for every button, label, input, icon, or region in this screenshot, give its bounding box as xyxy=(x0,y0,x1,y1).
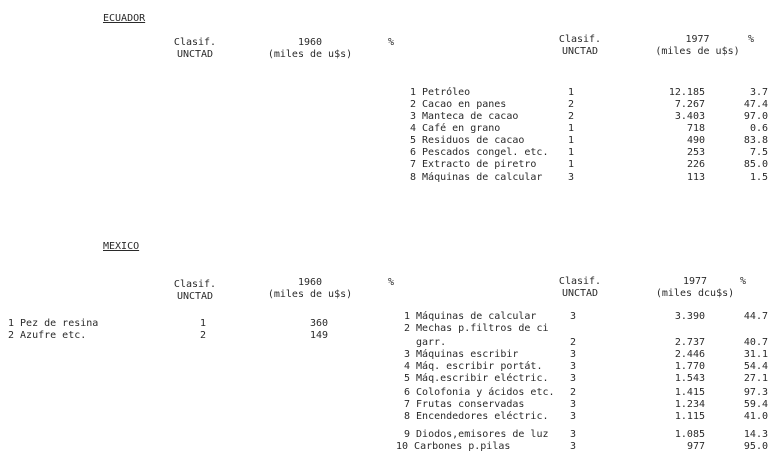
clasif-value: 2 xyxy=(570,337,577,348)
table-row xyxy=(410,99,770,111)
export-value: 149 xyxy=(309,330,328,341)
table-row xyxy=(410,172,770,184)
table-row xyxy=(404,349,770,361)
table-row xyxy=(404,411,770,423)
clasif-line1: Clasif. xyxy=(173,37,217,48)
ecuador-1960-value-header xyxy=(255,37,365,61)
ecuador-1977-value-header xyxy=(645,34,750,58)
ecuador-1977-clasif-header xyxy=(540,34,620,58)
table-row xyxy=(404,337,770,349)
table-row xyxy=(404,311,770,323)
product-name: 6 Colofonia y ácidos etc. xyxy=(404,387,555,398)
mexico-1960-pct-header: % xyxy=(388,277,395,288)
product-name: 2 Azufre etc. xyxy=(8,330,87,341)
export-value: 1.115 xyxy=(674,411,705,422)
product-name: 4 Café en grano xyxy=(410,123,501,134)
table-row xyxy=(404,361,770,373)
clasif-line2: UNCTAD xyxy=(176,291,214,302)
year-label: 1960 xyxy=(297,277,323,288)
clasif-value: 3 xyxy=(570,361,577,372)
percent-value: 3.7 xyxy=(749,87,768,98)
export-value: 226 xyxy=(686,159,705,170)
export-value: 2.737 xyxy=(674,337,705,348)
product-name: 7 Frutas conservadas xyxy=(404,399,525,410)
clasif-value: 3 xyxy=(570,441,577,452)
product-name: 2 Cacao en panes xyxy=(410,99,507,110)
percent-value: 83.8 xyxy=(743,135,768,146)
product-name: 8 Encendedores eléctric. xyxy=(404,411,549,422)
unit-label: (miles de u$s) xyxy=(267,289,353,300)
clasif-line2: UNCTAD xyxy=(561,46,599,57)
product-name: 8 Máquinas de calcular xyxy=(410,172,543,183)
clasif-value: 2 xyxy=(568,99,575,110)
percent-value: 85.0 xyxy=(743,159,768,170)
export-value: 1.085 xyxy=(674,429,705,440)
clasif-value: 3 xyxy=(570,429,577,440)
product-name: 4 Máq. escribir portát. xyxy=(404,361,543,372)
clasif-value: 1 xyxy=(568,87,575,98)
mexico-title: MEXICO xyxy=(103,241,140,252)
clasif-value: 1 xyxy=(568,159,575,170)
unit-label: (miles de u$s) xyxy=(655,46,740,57)
table-row xyxy=(410,123,770,135)
table-row xyxy=(410,87,770,99)
table-row xyxy=(410,111,770,123)
ecuador-1977-pct-header: % xyxy=(748,34,755,45)
product-name: 5 Máq.escribir eléctric. xyxy=(404,373,549,384)
export-value: 12.185 xyxy=(668,87,705,98)
export-value: 3.403 xyxy=(674,111,705,122)
clasif-value: 3 xyxy=(570,373,577,384)
percent-value: 40.7 xyxy=(743,337,768,348)
clasif-line1: Clasif. xyxy=(558,276,602,287)
export-value: 490 xyxy=(686,135,705,146)
table-row xyxy=(410,135,770,147)
percent-value: 41.0 xyxy=(743,411,768,422)
clasif-value: 1 xyxy=(200,318,207,329)
product-name: 2 Mechas p.filtros de ci xyxy=(404,323,549,334)
product-name: 10 Carbones p.pilas xyxy=(396,441,511,452)
clasif-value: 2 xyxy=(568,111,575,122)
mexico-1960-value-header xyxy=(255,277,365,301)
product-name: 7 Extracto de piretro xyxy=(410,159,537,170)
ecuador-1960-clasif-header xyxy=(150,37,240,61)
clasif-value: 2 xyxy=(570,387,577,398)
export-value: 1.234 xyxy=(674,399,705,410)
table-row xyxy=(404,399,770,411)
product-name: 6 Pescados congel. etc. xyxy=(410,147,549,158)
table-row xyxy=(404,387,770,399)
table-row xyxy=(8,318,348,330)
clasif-line1: Clasif. xyxy=(558,34,602,45)
year-label: 1960 xyxy=(297,37,323,48)
product-name: 3 Manteca de cacao xyxy=(410,111,519,122)
export-value: 2.446 xyxy=(674,349,705,360)
table-row xyxy=(410,147,770,159)
clasif-value: 3 xyxy=(570,349,577,360)
clasif-value: 3 xyxy=(570,311,577,322)
product-name: 9 Diodos,emisores de luz xyxy=(404,429,549,440)
year-label: 1977 xyxy=(685,34,710,45)
clasif-value: 1 xyxy=(568,147,575,158)
year-label: 1977 xyxy=(682,276,708,287)
unit-label: (miles dcu$s) xyxy=(655,288,735,299)
export-value: 7.267 xyxy=(674,99,705,110)
table-row xyxy=(404,373,770,385)
percent-value: 47.4 xyxy=(743,99,768,110)
export-value: 1.543 xyxy=(674,373,705,384)
ecuador-title: ECUADOR xyxy=(103,13,146,24)
percent-value: 97.0 xyxy=(743,111,768,122)
percent-value: 0.6 xyxy=(749,123,768,134)
percent-value: 95.0 xyxy=(743,441,768,452)
export-value: 977 xyxy=(686,441,705,452)
ecuador-1960-pct-header: % xyxy=(388,37,395,48)
table-row xyxy=(404,323,770,335)
mexico-1960-clasif-header xyxy=(150,279,240,303)
product-name: 1 Máquinas de calcular xyxy=(404,311,537,322)
export-value: 1.415 xyxy=(674,387,705,398)
export-value: 113 xyxy=(686,172,705,183)
clasif-value: 1 xyxy=(568,135,575,146)
table-row xyxy=(404,429,770,441)
clasif-line2: UNCTAD xyxy=(176,49,214,60)
product-name: 1 Pez de resina xyxy=(8,318,99,329)
clasif-value: 3 xyxy=(570,399,577,410)
percent-value: 54.4 xyxy=(743,361,768,372)
percent-value: 14.3 xyxy=(743,429,768,440)
mexico-1977-clasif-header xyxy=(540,276,620,300)
export-value: 253 xyxy=(686,147,705,158)
export-value: 1.770 xyxy=(674,361,705,372)
clasif-value: 2 xyxy=(200,330,207,341)
table-row xyxy=(396,441,770,453)
percent-value: 27.1 xyxy=(743,373,768,384)
product-name: 5 Residuos de cacao xyxy=(410,135,525,146)
mexico-1977-pct-header: % xyxy=(740,276,747,287)
percent-value: 31.1 xyxy=(743,349,768,360)
clasif-value: 3 xyxy=(568,172,575,183)
percent-value: 7.5 xyxy=(749,147,768,158)
clasif-value: 1 xyxy=(568,123,575,134)
export-value: 3.390 xyxy=(674,311,705,322)
percent-value: 59.4 xyxy=(743,399,768,410)
percent-value: 97.3 xyxy=(743,387,768,398)
export-value: 360 xyxy=(309,318,328,329)
table-row xyxy=(8,330,348,342)
percent-value: 1.5 xyxy=(749,172,768,183)
clasif-line2: UNCTAD xyxy=(561,288,599,299)
product-name: 1 Petróleo xyxy=(410,87,471,98)
export-value: 718 xyxy=(686,123,705,134)
clasif-value: 3 xyxy=(570,411,577,422)
product-name: 3 Máquinas escribir xyxy=(404,349,519,360)
clasif-line1: Clasif. xyxy=(173,279,217,290)
mexico-1977-value-header xyxy=(640,276,750,300)
table-row xyxy=(410,159,770,171)
product-name: garr. xyxy=(416,337,447,348)
unit-label: (miles de u$s) xyxy=(267,49,353,60)
percent-value: 44.7 xyxy=(743,311,768,322)
